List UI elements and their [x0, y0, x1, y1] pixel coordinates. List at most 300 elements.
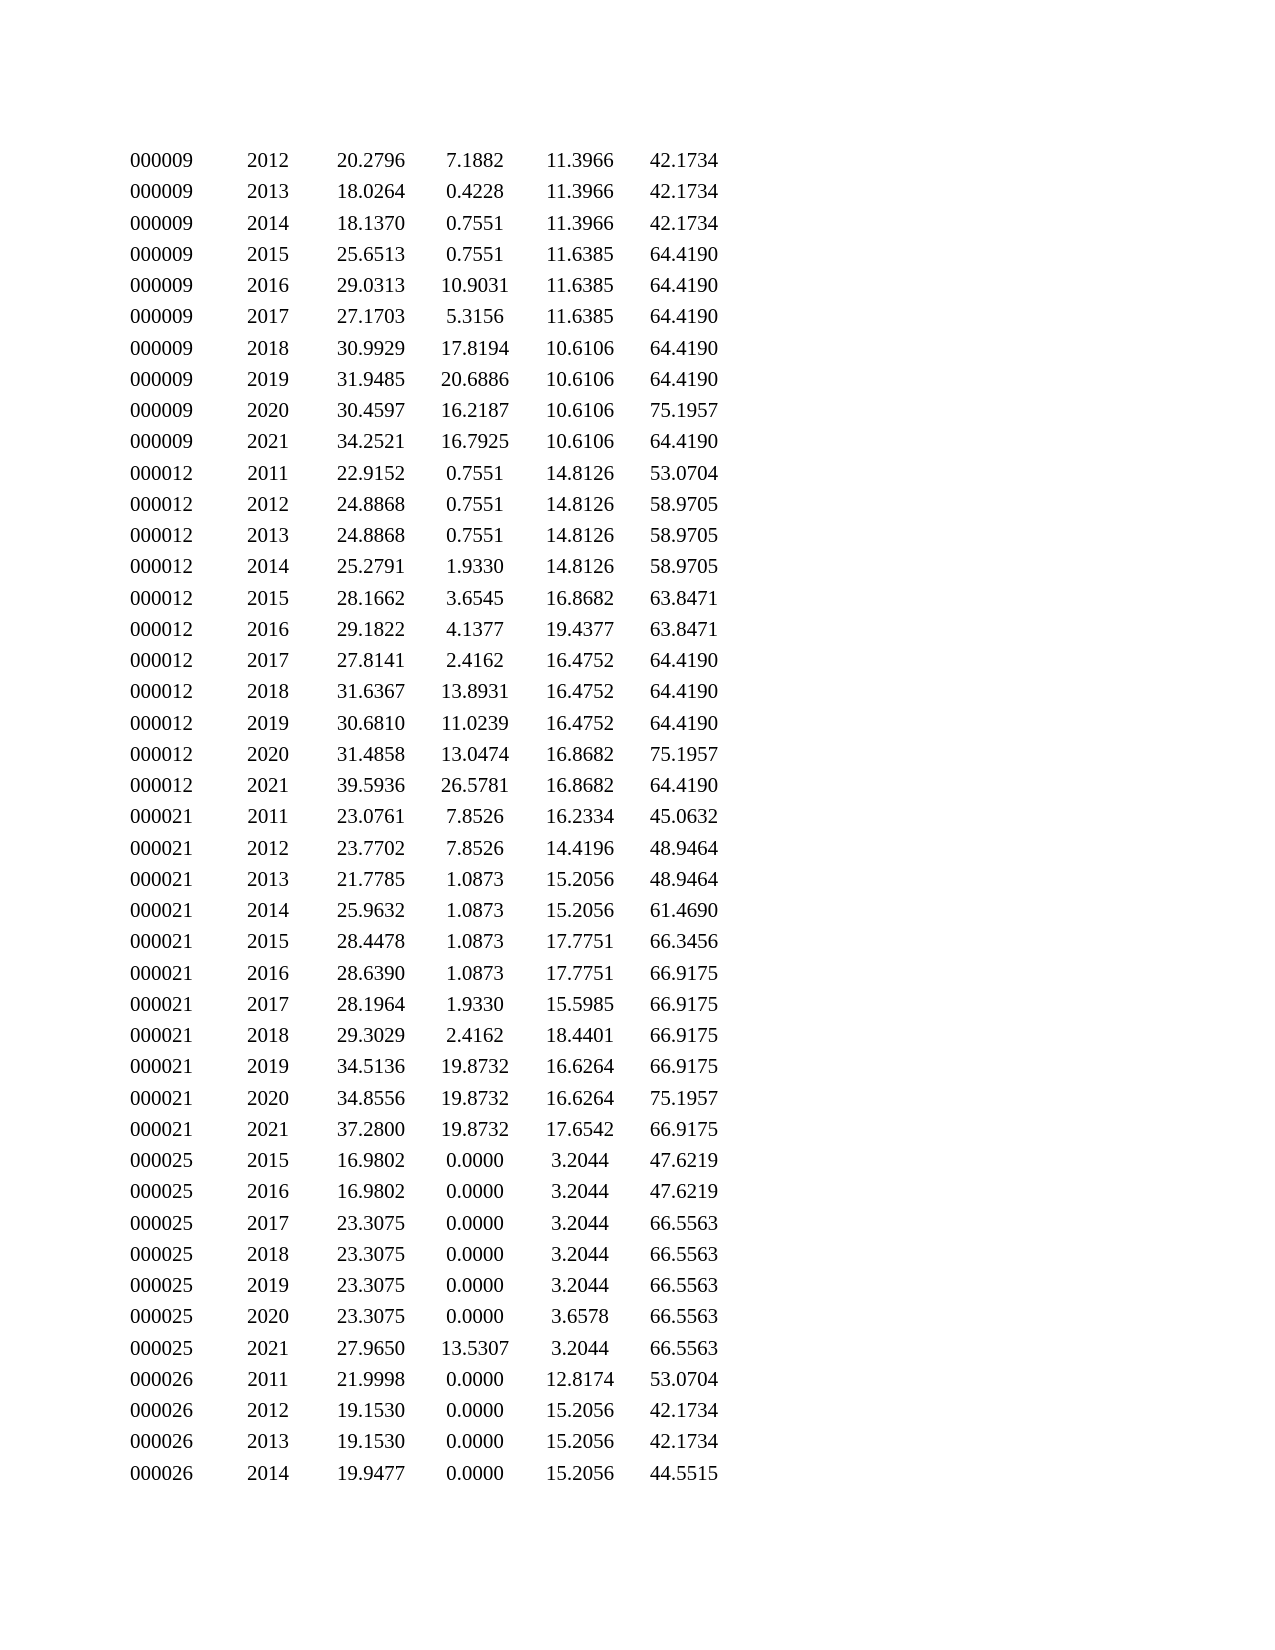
- year-cell: 2013: [247, 1429, 289, 1454]
- value-3-cell: 10.6106: [545, 366, 615, 391]
- year-cell: 2020: [247, 1085, 289, 1110]
- value-3-cell: 14.8126: [545, 491, 615, 516]
- value-1-cell: 22.9152: [336, 460, 406, 485]
- stock-code-cell: 000026: [130, 1429, 193, 1454]
- value-2-cell: 3.6545: [446, 585, 504, 610]
- value-1-cell: 34.8556: [336, 1085, 406, 1110]
- value-3-cell: 11.6385: [546, 241, 614, 266]
- value-3-cell: 14.8126: [545, 460, 615, 485]
- year-cell: 2014: [247, 554, 289, 579]
- value-3-cell: 14.4196: [545, 835, 615, 860]
- stock-code-cell: 000012: [130, 616, 193, 641]
- stock-code-cell: 000012: [130, 460, 193, 485]
- value-1-cell: 27.9650: [336, 1335, 406, 1360]
- value-1-cell: 23.3075: [336, 1241, 406, 1266]
- value-1-cell: 30.9929: [336, 335, 406, 360]
- year-cell: 2012: [247, 491, 289, 516]
- value-3-cell: 11.3966: [546, 148, 614, 172]
- stock-code-cell: 000021: [130, 898, 193, 922]
- value-1-cell: 28.6390: [336, 960, 406, 985]
- stock-code-cell: 000012: [130, 648, 193, 672]
- stock-code-cell: 000009: [130, 335, 193, 360]
- value-4-cell: 66.3456: [649, 929, 719, 954]
- value-2-cell: 0.0000: [446, 1304, 504, 1329]
- value-4-cell: 64.4190: [649, 366, 719, 391]
- table-row: [0, 1239, 1275, 1270]
- value-1-cell: 39.5936: [336, 773, 406, 797]
- value-4-cell: 66.9175: [649, 1023, 719, 1047]
- value-2-cell: 5.3156: [446, 304, 504, 329]
- value-1-cell: 31.9485: [336, 366, 406, 391]
- table-row: [0, 1270, 1275, 1301]
- year-cell: 2011: [247, 1366, 289, 1391]
- value-2-cell: 2.4162: [446, 648, 504, 672]
- year-cell: 2017: [247, 991, 289, 1016]
- value-3-cell: 11.6385: [546, 304, 614, 329]
- year-cell: 2013: [247, 179, 289, 204]
- value-4-cell: 64.4190: [649, 241, 719, 266]
- value-3-cell: 15.2056: [545, 898, 615, 922]
- value-3-cell: 10.6106: [545, 335, 615, 360]
- table-row: [0, 833, 1275, 864]
- stock-code-cell: 000012: [130, 523, 193, 547]
- value-2-cell: 0.0000: [446, 1273, 504, 1297]
- value-4-cell: 63.8471: [649, 585, 719, 610]
- value-4-cell: 63.8471: [649, 616, 719, 641]
- value-4-cell: 66.9175: [649, 960, 719, 985]
- year-cell: 2020: [247, 1304, 289, 1329]
- stock-code-cell: 000026: [130, 1366, 193, 1391]
- value-1-cell: 29.3029: [336, 1023, 406, 1047]
- value-3-cell: 10.6106: [545, 398, 615, 422]
- value-2-cell: 13.5307: [440, 1335, 510, 1360]
- value-2-cell: 1.0873: [446, 960, 504, 985]
- stock-code-cell: 000009: [130, 210, 193, 235]
- stock-code-cell: 000021: [130, 960, 193, 985]
- table-row: [0, 458, 1275, 489]
- value-1-cell: 23.3075: [336, 1273, 406, 1297]
- stock-code-cell: 000009: [130, 273, 193, 297]
- value-4-cell: 64.4190: [649, 273, 719, 297]
- year-cell: 2021: [247, 773, 289, 797]
- year-cell: 2016: [247, 960, 289, 985]
- value-1-cell: 34.5136: [336, 1054, 406, 1079]
- table-row: [0, 864, 1275, 895]
- year-cell: 2020: [247, 398, 289, 422]
- table-row: [0, 333, 1275, 364]
- year-cell: 2012: [247, 1398, 289, 1422]
- value-2-cell: 13.0474: [440, 741, 510, 766]
- stock-code-cell: 000012: [130, 585, 193, 610]
- value-1-cell: 23.3075: [336, 1304, 406, 1329]
- value-3-cell: 16.2334: [545, 804, 615, 829]
- value-3-cell: 11.6385: [546, 273, 614, 297]
- table-row: [0, 1176, 1275, 1207]
- value-4-cell: 53.0704: [649, 1366, 719, 1391]
- value-3-cell: 17.6542: [545, 1116, 615, 1141]
- year-cell: 2015: [247, 585, 289, 610]
- value-2-cell: 0.7551: [446, 491, 504, 516]
- year-cell: 2012: [247, 148, 289, 172]
- value-1-cell: 23.7702: [336, 835, 406, 860]
- stock-code-cell: 000009: [130, 304, 193, 329]
- stock-code-cell: 000021: [130, 1085, 193, 1110]
- value-1-cell: 27.1703: [336, 304, 406, 329]
- year-cell: 2016: [247, 616, 289, 641]
- value-2-cell: 7.8526: [446, 804, 504, 829]
- value-3-cell: 14.8126: [545, 523, 615, 547]
- value-4-cell: 66.9175: [649, 991, 719, 1016]
- table-row: [0, 364, 1275, 395]
- value-2-cell: 26.5781: [440, 773, 510, 797]
- value-1-cell: 27.8141: [336, 648, 406, 672]
- value-1-cell: 30.4597: [336, 398, 406, 422]
- table-row: [0, 645, 1275, 676]
- value-3-cell: 16.4752: [545, 679, 615, 704]
- stock-code-cell: 000009: [130, 398, 193, 422]
- value-3-cell: 15.2056: [545, 1460, 615, 1485]
- value-2-cell: 10.9031: [440, 273, 510, 297]
- table-row: [0, 551, 1275, 582]
- year-cell: 2018: [247, 335, 289, 360]
- table-row: [0, 270, 1275, 301]
- value-4-cell: 42.1734: [649, 179, 719, 204]
- table-row: [0, 1208, 1275, 1239]
- value-4-cell: 64.4190: [649, 335, 719, 360]
- value-3-cell: 15.2056: [545, 1398, 615, 1422]
- year-cell: 2017: [247, 648, 289, 672]
- table-row: [0, 1083, 1275, 1114]
- value-1-cell: 25.9632: [336, 898, 406, 922]
- year-cell: 2019: [247, 1054, 289, 1079]
- value-4-cell: 66.9175: [649, 1116, 719, 1141]
- value-2-cell: 1.9330: [446, 991, 504, 1016]
- table-row: [0, 708, 1275, 739]
- stock-code-cell: 000025: [130, 1148, 193, 1172]
- value-2-cell: 1.9330: [446, 554, 504, 579]
- value-2-cell: 13.8931: [440, 679, 510, 704]
- value-3-cell: 16.6264: [545, 1054, 615, 1079]
- value-3-cell: 19.4377: [545, 616, 615, 641]
- value-4-cell: 53.0704: [649, 460, 719, 485]
- value-2-cell: 0.7551: [446, 460, 504, 485]
- table-row: [0, 208, 1275, 239]
- table-row: [0, 520, 1275, 551]
- stock-code-cell: 000012: [130, 491, 193, 516]
- value-3-cell: 16.4752: [545, 710, 615, 735]
- value-2-cell: 19.8732: [440, 1085, 510, 1110]
- value-1-cell: 24.8868: [336, 491, 406, 516]
- value-3-cell: 11.3966: [546, 210, 614, 235]
- value-2-cell: 7.1882: [446, 148, 504, 172]
- year-cell: 2015: [247, 929, 289, 954]
- year-cell: 2021: [247, 1335, 289, 1360]
- table-row: [0, 1426, 1275, 1457]
- value-3-cell: 16.8682: [545, 585, 615, 610]
- stock-code-cell: 000025: [130, 1210, 193, 1235]
- value-1-cell: 19.9477: [336, 1460, 406, 1485]
- year-cell: 2018: [247, 1241, 289, 1266]
- value-2-cell: 1.0873: [446, 929, 504, 954]
- value-4-cell: 45.0632: [649, 804, 719, 829]
- value-3-cell: 3.2044: [551, 1148, 609, 1172]
- value-4-cell: 64.4190: [649, 679, 719, 704]
- stock-code-cell: 000021: [130, 835, 193, 860]
- value-3-cell: 3.2044: [551, 1179, 609, 1204]
- value-4-cell: 42.1734: [649, 1398, 719, 1422]
- year-cell: 2019: [247, 710, 289, 735]
- value-4-cell: 64.4190: [649, 429, 719, 454]
- value-3-cell: 3.6578: [551, 1304, 609, 1329]
- value-4-cell: 64.4190: [649, 773, 719, 797]
- stock-code-cell: 000025: [130, 1273, 193, 1297]
- stock-code-cell: 000009: [130, 241, 193, 266]
- value-1-cell: 31.4858: [336, 741, 406, 766]
- table-row: [0, 1364, 1275, 1395]
- value-2-cell: 0.0000: [446, 1241, 504, 1266]
- value-1-cell: 25.6513: [336, 241, 406, 266]
- value-3-cell: 3.2044: [551, 1210, 609, 1235]
- value-2-cell: 0.7551: [446, 210, 504, 235]
- value-4-cell: 44.5515: [649, 1460, 719, 1485]
- year-cell: 2014: [247, 210, 289, 235]
- year-cell: 2013: [247, 523, 289, 547]
- value-2-cell: 0.0000: [446, 1148, 504, 1172]
- value-2-cell: 16.7925: [440, 429, 510, 454]
- value-2-cell: 0.0000: [446, 1460, 504, 1485]
- value-1-cell: 21.9998: [336, 1366, 406, 1391]
- value-4-cell: 47.6219: [649, 1179, 719, 1204]
- value-3-cell: 3.2044: [551, 1273, 609, 1297]
- value-4-cell: 48.9464: [649, 866, 719, 891]
- table-row: [0, 801, 1275, 832]
- value-2-cell: 0.4228: [446, 179, 504, 204]
- value-2-cell: 2.4162: [446, 1023, 504, 1047]
- value-4-cell: 66.5563: [649, 1210, 719, 1235]
- stock-code-cell: 000012: [130, 554, 193, 579]
- value-1-cell: 19.1530: [336, 1429, 406, 1454]
- value-2-cell: 1.0873: [446, 898, 504, 922]
- stock-code-cell: 000025: [130, 1335, 193, 1360]
- value-3-cell: 16.8682: [545, 773, 615, 797]
- value-4-cell: 42.1734: [649, 210, 719, 235]
- table-row: [0, 426, 1275, 457]
- table-row: [0, 676, 1275, 707]
- value-2-cell: 0.7551: [446, 241, 504, 266]
- table-row: [0, 583, 1275, 614]
- value-3-cell: 15.2056: [545, 1429, 615, 1454]
- stock-code-cell: 000021: [130, 804, 193, 829]
- value-3-cell: 17.7751: [545, 960, 615, 985]
- value-4-cell: 42.1734: [649, 1429, 719, 1454]
- value-4-cell: 75.1957: [649, 398, 719, 422]
- value-3-cell: 14.8126: [545, 554, 615, 579]
- value-1-cell: 28.4478: [336, 929, 406, 954]
- value-3-cell: 3.2044: [551, 1241, 609, 1266]
- table-row: [0, 301, 1275, 332]
- table-row: [0, 1301, 1275, 1332]
- year-cell: 2014: [247, 1460, 289, 1485]
- stock-code-cell: 000012: [130, 710, 193, 735]
- table-row: [0, 489, 1275, 520]
- year-cell: 2021: [247, 429, 289, 454]
- stock-code-cell: 000021: [130, 1054, 193, 1079]
- value-1-cell: 31.6367: [336, 679, 406, 704]
- value-2-cell: 11.0239: [441, 710, 509, 735]
- value-4-cell: 66.9175: [649, 1054, 719, 1079]
- value-2-cell: 0.0000: [446, 1179, 504, 1204]
- year-cell: 2017: [247, 1210, 289, 1235]
- stock-code-cell: 000021: [130, 991, 193, 1016]
- value-2-cell: 0.0000: [446, 1429, 504, 1454]
- stock-code-cell: 000009: [130, 429, 193, 454]
- table-row: [0, 958, 1275, 989]
- table-row: [0, 1458, 1275, 1489]
- value-4-cell: 66.5563: [649, 1273, 719, 1297]
- table-row: [0, 614, 1275, 645]
- table-row: [0, 926, 1275, 957]
- value-1-cell: 20.2796: [336, 148, 406, 172]
- table-row: [0, 989, 1275, 1020]
- stock-code-cell: 000026: [130, 1398, 193, 1422]
- value-1-cell: 16.9802: [336, 1148, 406, 1172]
- table-row: [0, 895, 1275, 926]
- table-row: [0, 176, 1275, 207]
- value-4-cell: 42.1734: [649, 148, 719, 172]
- value-3-cell: 3.2044: [551, 1335, 609, 1360]
- year-cell: 2014: [247, 898, 289, 922]
- value-2-cell: 1.0873: [446, 866, 504, 891]
- year-cell: 2016: [247, 1179, 289, 1204]
- year-cell: 2015: [247, 1148, 289, 1172]
- value-3-cell: 17.7751: [545, 929, 615, 954]
- year-cell: 2019: [247, 366, 289, 391]
- value-4-cell: 64.4190: [649, 648, 719, 672]
- year-cell: 2013: [247, 866, 289, 891]
- value-2-cell: 0.0000: [446, 1398, 504, 1422]
- value-2-cell: 19.8732: [440, 1054, 510, 1079]
- year-cell: 2018: [247, 1023, 289, 1047]
- year-cell: 2020: [247, 741, 289, 766]
- table-row: [0, 145, 1275, 176]
- value-1-cell: 19.1530: [336, 1398, 406, 1422]
- table-row: [0, 1020, 1275, 1051]
- value-1-cell: 37.2800: [336, 1116, 406, 1141]
- value-3-cell: 16.8682: [545, 741, 615, 766]
- value-4-cell: 66.5563: [649, 1241, 719, 1266]
- value-2-cell: 16.2187: [440, 398, 510, 422]
- stock-code-cell: 000012: [130, 773, 193, 797]
- value-4-cell: 48.9464: [649, 835, 719, 860]
- year-cell: 2017: [247, 304, 289, 329]
- value-1-cell: 23.3075: [336, 1210, 406, 1235]
- table-row: [0, 1145, 1275, 1176]
- stock-code-cell: 000009: [130, 179, 193, 204]
- value-3-cell: 11.3966: [546, 179, 614, 204]
- value-2-cell: 19.8732: [440, 1116, 510, 1141]
- value-3-cell: 18.4401: [545, 1023, 615, 1047]
- value-3-cell: 10.6106: [545, 429, 615, 454]
- value-2-cell: 7.8526: [446, 835, 504, 860]
- table-row: [0, 1051, 1275, 1082]
- value-4-cell: 75.1957: [649, 1085, 719, 1110]
- value-1-cell: 25.2791: [336, 554, 406, 579]
- value-4-cell: 75.1957: [649, 741, 719, 766]
- value-1-cell: 21.7785: [336, 866, 406, 891]
- value-3-cell: 15.2056: [545, 866, 615, 891]
- value-3-cell: 12.8174: [545, 1366, 615, 1391]
- value-1-cell: 24.8868: [336, 523, 406, 547]
- table-row: [0, 239, 1275, 270]
- value-1-cell: 18.0264: [336, 179, 406, 204]
- data-table: [0, 145, 1275, 1489]
- value-1-cell: 28.1662: [336, 585, 406, 610]
- table-row: [0, 395, 1275, 426]
- table-row: [0, 1333, 1275, 1364]
- stock-code-cell: 000021: [130, 866, 193, 891]
- value-3-cell: 16.4752: [545, 648, 615, 672]
- stock-code-cell: 000021: [130, 1116, 193, 1141]
- table-row: [0, 770, 1275, 801]
- stock-code-cell: 000025: [130, 1179, 193, 1204]
- stock-code-cell: 000012: [130, 741, 193, 766]
- year-cell: 2018: [247, 679, 289, 704]
- stock-code-cell: 000009: [130, 366, 193, 391]
- table-row: [0, 739, 1275, 770]
- year-cell: 2012: [247, 835, 289, 860]
- year-cell: 2015: [247, 241, 289, 266]
- value-2-cell: 0.0000: [446, 1366, 504, 1391]
- value-4-cell: 61.4690: [649, 898, 719, 922]
- value-1-cell: 18.1370: [336, 210, 406, 235]
- value-1-cell: 28.1964: [336, 991, 406, 1016]
- year-cell: 2016: [247, 273, 289, 297]
- value-4-cell: 47.6219: [649, 1148, 719, 1172]
- stock-code-cell: 000026: [130, 1460, 193, 1485]
- value-3-cell: 16.6264: [545, 1085, 615, 1110]
- value-1-cell: 34.2521: [336, 429, 406, 454]
- stock-code-cell: 000021: [130, 1023, 193, 1047]
- year-cell: 2019: [247, 1273, 289, 1297]
- year-cell: 2021: [247, 1116, 289, 1141]
- value-2-cell: 20.6886: [440, 366, 510, 391]
- value-2-cell: 17.8194: [440, 335, 510, 360]
- value-1-cell: 16.9802: [336, 1179, 406, 1204]
- table-row: [0, 1395, 1275, 1426]
- value-4-cell: 58.9705: [649, 491, 719, 516]
- value-4-cell: 66.5563: [649, 1335, 719, 1360]
- value-1-cell: 30.6810: [336, 710, 406, 735]
- value-2-cell: 4.1377: [446, 616, 504, 641]
- value-2-cell: 0.7551: [446, 523, 504, 547]
- stock-code-cell: 000009: [130, 148, 193, 172]
- value-4-cell: 64.4190: [649, 304, 719, 329]
- year-cell: 2011: [247, 804, 289, 829]
- value-4-cell: 64.4190: [649, 710, 719, 735]
- value-3-cell: 15.5985: [545, 991, 615, 1016]
- stock-code-cell: 000025: [130, 1304, 193, 1329]
- stock-code-cell: 000025: [130, 1241, 193, 1266]
- value-4-cell: 58.9705: [649, 554, 719, 579]
- value-1-cell: 29.0313: [336, 273, 406, 297]
- value-1-cell: 23.0761: [336, 804, 406, 829]
- stock-code-cell: 000012: [130, 679, 193, 704]
- table-row: [0, 1114, 1275, 1145]
- value-2-cell: 0.0000: [446, 1210, 504, 1235]
- value-4-cell: 66.5563: [649, 1304, 719, 1329]
- value-4-cell: 58.9705: [649, 523, 719, 547]
- stock-code-cell: 000021: [130, 929, 193, 954]
